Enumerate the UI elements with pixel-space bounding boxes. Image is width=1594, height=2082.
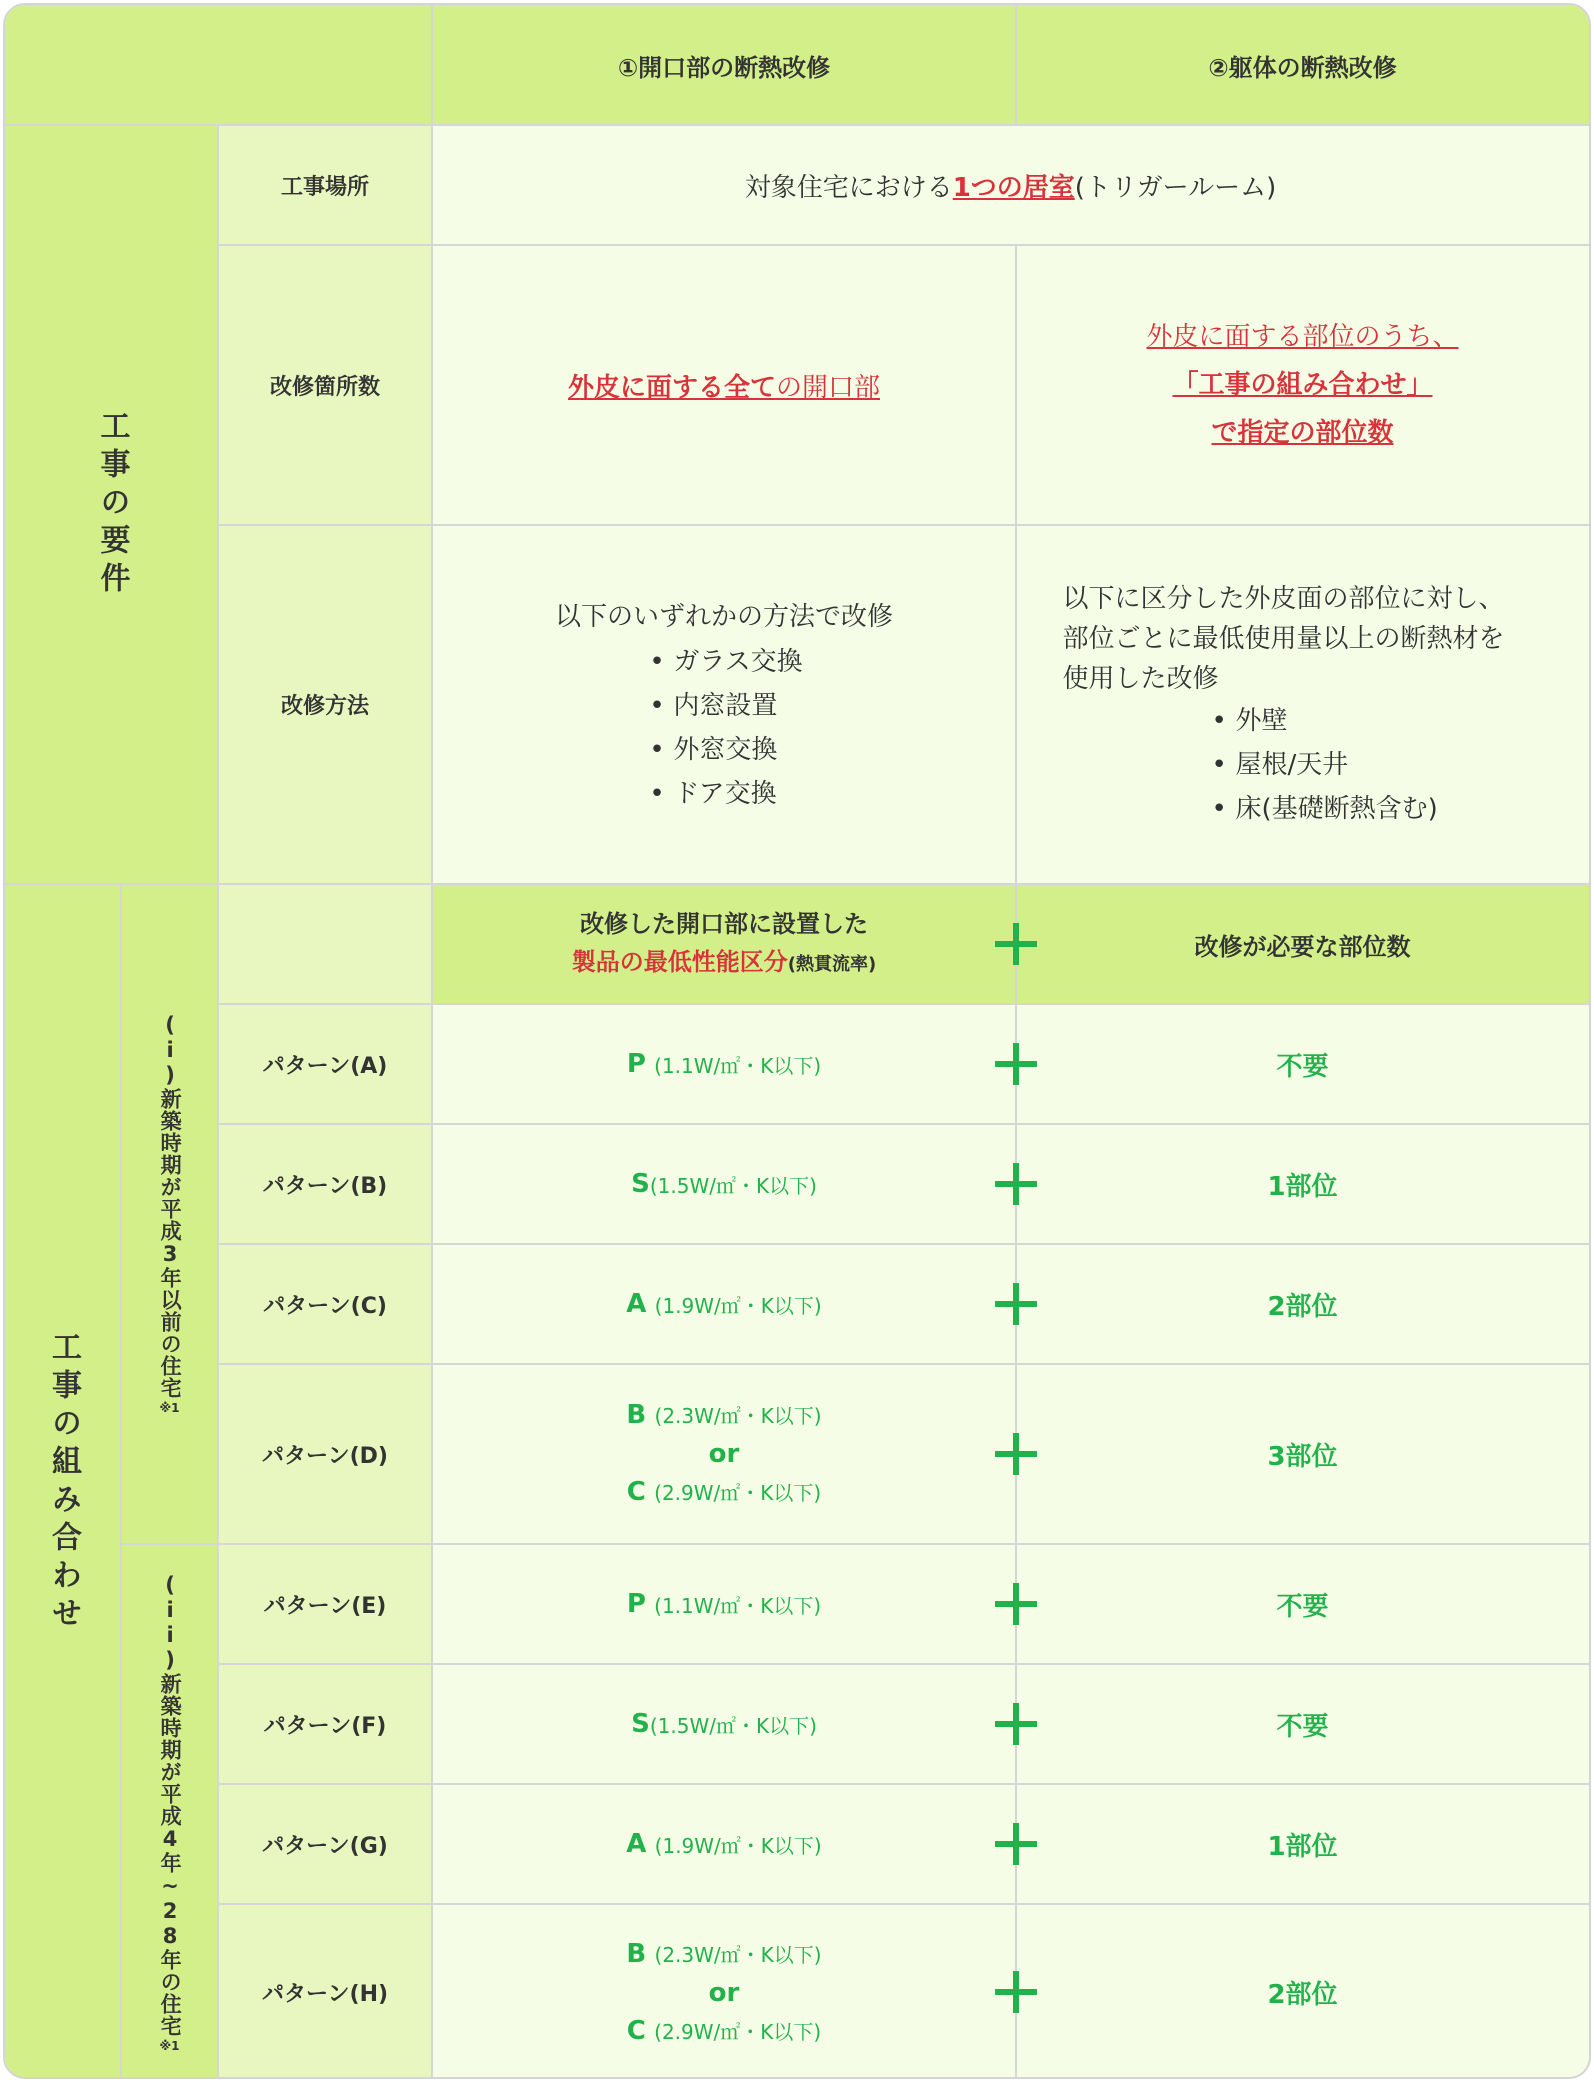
pattern-g-grade-value: (1.9W/㎡・K以下) [654, 1833, 822, 1858]
pattern-d-label: パターン(D) [218, 1364, 432, 1544]
plus-icon [995, 1703, 1037, 1745]
pattern-b-label: パターン(B) [218, 1124, 432, 1244]
count-label: 改修箇所数 [218, 245, 432, 525]
method-col2-intro-1: 以下に区分した外皮面の部位に対し、 [1062, 583, 1505, 614]
pattern-b-grade [432, 1124, 1016, 1244]
method-col2-item: • 床(基礎断熱含む) [1208, 787, 1508, 831]
header-col1: ①開口部の断熱改修 [432, 5, 1016, 125]
method-col1 [432, 525, 1016, 884]
group1-label [121, 884, 218, 1544]
pattern-d-parts: 3部位 [1016, 1364, 1589, 1544]
pattern-c-grade [432, 1244, 1016, 1364]
pattern-c-grade-letter: A [626, 1289, 647, 1319]
grid-line [1015, 245, 1017, 2079]
requirements-group-label [5, 125, 218, 884]
pattern-h-or: or [708, 1977, 740, 2008]
pattern-g-label: パターン(G) [218, 1784, 432, 1904]
pattern-f-grade-letter: S [631, 1709, 650, 1739]
plus-icon [995, 923, 1037, 965]
pattern-d-grade-value: (2.3W/㎡・K以下) [654, 1404, 822, 1428]
plus-icon [995, 1163, 1037, 1205]
plus-icon [995, 1433, 1037, 1475]
header-corner [5, 5, 432, 125]
combinations-group-text: 工事の組み合わせ [46, 1330, 81, 1635]
method-col2 [1016, 525, 1589, 884]
sub-header-col1-red: 製品の最低性能区分 [571, 947, 788, 976]
pattern-h-grade2-value: (2.9W/㎡・K以下) [654, 2019, 822, 2044]
count-col2-line2: 「工事の組み合わせ」 [1172, 370, 1433, 400]
method-col1-intro: 以下のいずれかの方法で改修 [554, 601, 893, 632]
method-col1-item: • ドア交換 [645, 772, 802, 816]
pattern-b-grade-letter: S [631, 1169, 650, 1199]
pattern-e-parts: 不要 [1016, 1544, 1589, 1664]
pattern-d-grade2-letter: C [626, 1477, 646, 1507]
location-pre: 対象住宅における [744, 172, 953, 203]
plus-icon [995, 1283, 1037, 1325]
grid-line [218, 244, 1591, 246]
pattern-h-parts: 2部位 [1016, 1904, 1589, 2079]
method-col2-intro-2: 部位ごとに最低使用量以上の断熱材を [1062, 623, 1505, 654]
pattern-e-grade-value: (1.1W/㎡・K以下) [654, 1593, 822, 1618]
group2-label [121, 1544, 218, 2079]
grid-line [218, 1123, 1591, 1125]
group2-note: ※1 [159, 2038, 180, 2053]
pattern-a-parts: 不要 [1016, 1004, 1589, 1124]
method-col1-item: • 内窓設置 [645, 684, 802, 728]
pattern-h-grade2-letter: C [626, 2015, 646, 2046]
pattern-h-grade [432, 1904, 1016, 2079]
pattern-h-label: パターン(H) [218, 1904, 432, 2079]
method-col2-intro-3: 使用した改修 [1062, 663, 1219, 694]
pattern-a-grade-letter: P [626, 1049, 646, 1079]
pattern-a-grade-value: (1.1W/㎡・K以下) [654, 1053, 822, 1078]
pattern-d-grade [432, 1364, 1016, 1544]
pattern-d-grade2-value: (2.9W/㎡・K以下) [654, 1481, 822, 1505]
count-col2 [1016, 245, 1589, 525]
pattern-c-parts: 2部位 [1016, 1244, 1589, 1364]
pattern-f-grade [432, 1664, 1016, 1784]
grid-line [121, 1543, 1591, 1545]
pattern-g-grade [432, 1784, 1016, 1904]
grid-line [5, 124, 1591, 126]
plus-icon [995, 1583, 1037, 1625]
location-highlight: 1つの居室 [952, 172, 1075, 203]
pattern-a-grade [432, 1004, 1016, 1124]
count-col2-line3: で指定の部位数 [1211, 418, 1394, 448]
pattern-h-grade-letter: B [626, 1938, 647, 1969]
grid-line [1015, 5, 1017, 125]
combinations-group-label [5, 884, 121, 2079]
pattern-d-grade-letter: B [626, 1400, 647, 1430]
grid-line [218, 1663, 1591, 1665]
grid-line [217, 125, 219, 2079]
method-col1-item: • 外窓交換 [645, 728, 802, 772]
pattern-g-grade-letter: A [626, 1829, 647, 1859]
pattern-e-label: パターン(E) [218, 1544, 432, 1664]
sub-header-blank [218, 884, 432, 1004]
location-label: 工事場所 [218, 125, 432, 245]
sub-header-col1 [432, 884, 1016, 1004]
sub-header-col1-line1: 改修した開口部に設置した [580, 909, 868, 938]
grid-line [218, 524, 1591, 526]
plus-icon [995, 1043, 1037, 1085]
grid-line [218, 1243, 1591, 1245]
grid-line [5, 883, 1591, 885]
grid-line [218, 1903, 1591, 1905]
count-col1-highlight: 外皮に面する全て [567, 372, 776, 403]
count-col2-line1: 外皮に面する部位のうち、 [1146, 322, 1459, 352]
method-label: 改修方法 [218, 525, 432, 884]
pattern-d-or: or [708, 1439, 740, 1469]
pattern-f-label: パターン(F) [218, 1664, 432, 1784]
pattern-e-grade-letter: P [626, 1589, 646, 1619]
pattern-b-parts: 1部位 [1016, 1124, 1589, 1244]
plus-icon [995, 1971, 1037, 2013]
pattern-f-parts: 不要 [1016, 1664, 1589, 1784]
sub-header-col1-small: (熱貫流率) [787, 953, 877, 975]
requirements-group-text: 工事の要件 [94, 409, 130, 600]
pattern-c-grade-value: (1.9W/㎡・K以下) [654, 1293, 822, 1318]
method-col2-item: • 外壁 [1208, 699, 1508, 743]
grid-line [218, 1003, 1591, 1005]
pattern-f-grade-value: (1.5W/㎡・K以下) [649, 1713, 817, 1738]
pattern-g-parts: 1部位 [1016, 1784, 1589, 1904]
pattern-c-label: パターン(C) [218, 1244, 432, 1364]
pattern-b-grade-value: (1.5W/㎡・K以下) [649, 1173, 817, 1198]
pattern-h-grade-value: (2.3W/㎡・K以下) [654, 1942, 822, 1967]
method-col2-item: • 屋根/天井 [1208, 743, 1508, 787]
group1-note: ※1 [159, 1401, 180, 1415]
method-col1-item: • ガラス交換 [645, 640, 802, 684]
grid-line [218, 1363, 1591, 1365]
group2-text: (ii)新築時期が平成4年~28年の住宅 [158, 1572, 183, 2037]
method-col1-list [645, 640, 802, 816]
grid-line [431, 5, 433, 2079]
sub-header-col2: 改修が必要な部位数 [1016, 884, 1589, 1004]
location-value [432, 125, 1589, 245]
grid-line [218, 1783, 1591, 1785]
location-post: (トリガールーム) [1074, 172, 1277, 203]
header-col2: ②躯体の断熱改修 [1016, 5, 1589, 125]
count-col1 [432, 245, 1016, 525]
pattern-a-label: パターン(A) [218, 1004, 432, 1124]
pattern-e-grade [432, 1544, 1016, 1664]
plus-icon [995, 1823, 1037, 1865]
grid-line [120, 884, 122, 2079]
count-col1-post: の開口部 [776, 372, 881, 403]
comparison-table [3, 3, 1591, 2079]
group1-text: (i)新築時期が平成3年以前の住宅 [158, 1013, 183, 1399]
method-col2-list [1208, 699, 1508, 831]
